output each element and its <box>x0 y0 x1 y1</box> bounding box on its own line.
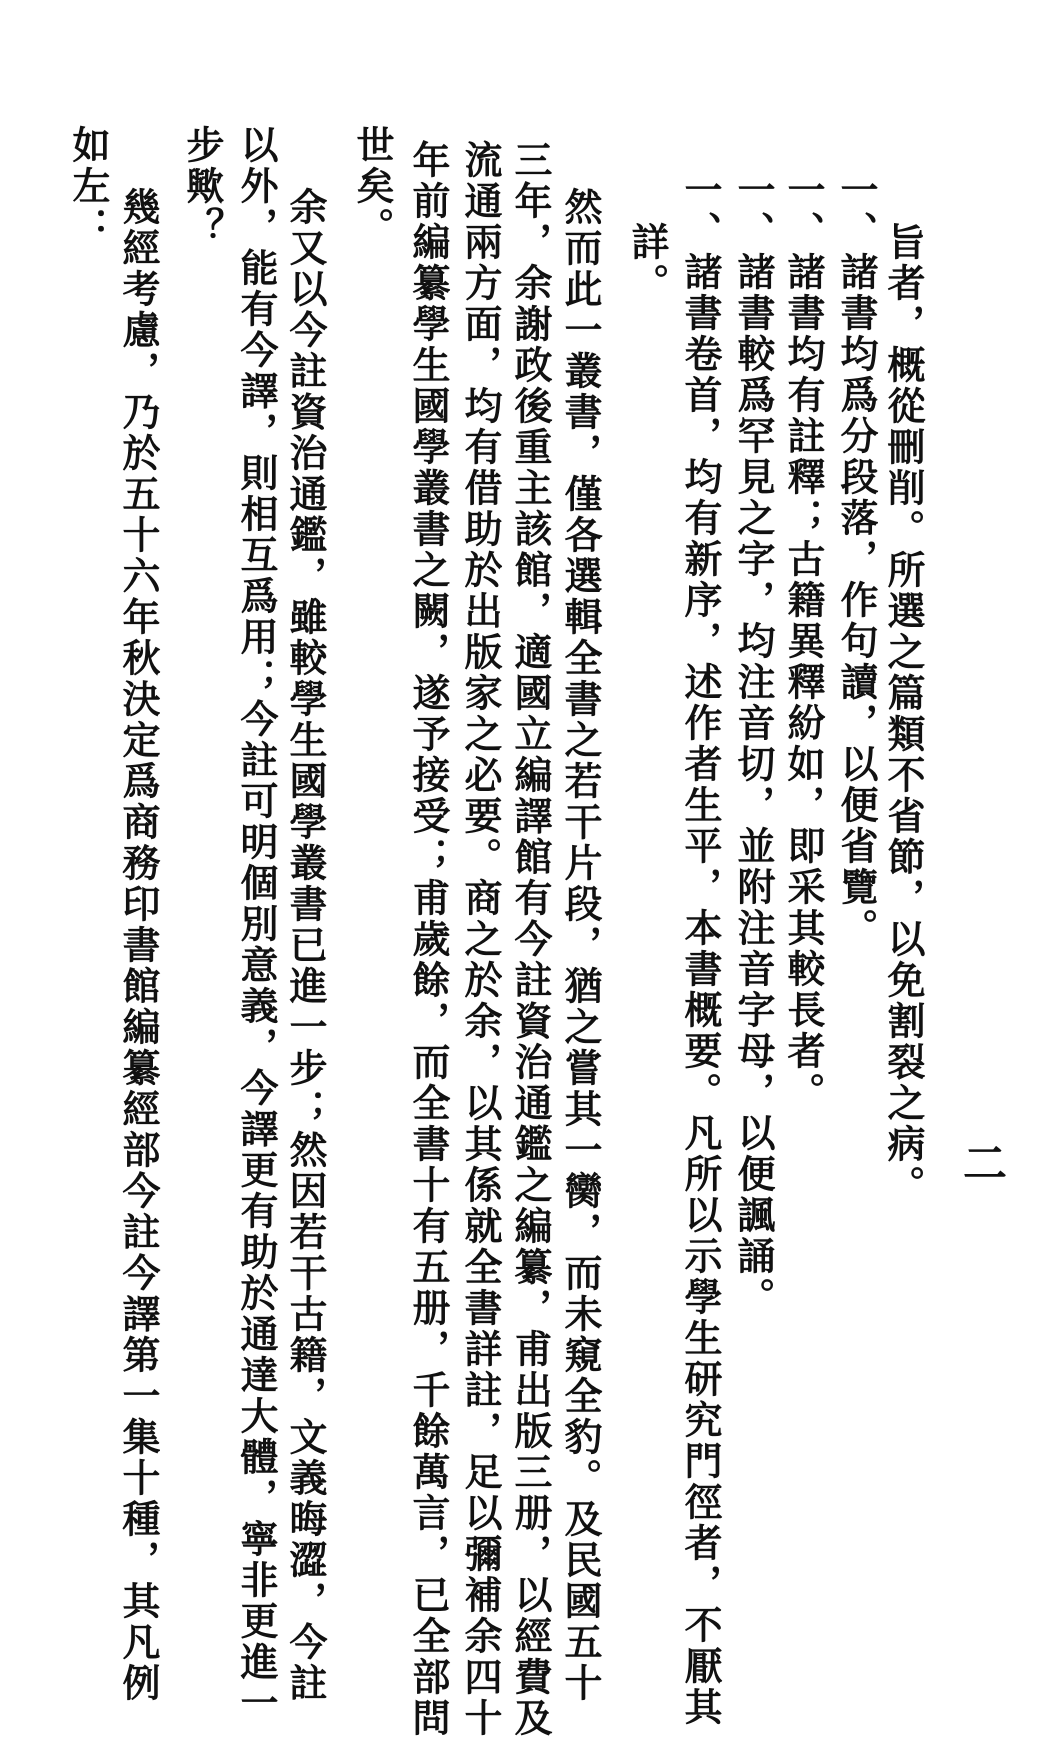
text-column-6: 詳。 <box>625 222 670 304</box>
text-column-5: 一、諸書卷首，均有新序，述作者生平，本書概要。凡所以示學生研究門徑者，不厭其 <box>678 170 723 1728</box>
text-column-1: 旨者，概從刪削。所選之篇類不省節，以免割裂之病。 <box>881 222 926 1206</box>
text-column-14: 步歟？ <box>180 125 225 248</box>
text-column-15: 幾經考慮，乃於五十六年秋決定爲商務印書館編纂經部今註今譯第一集十種，其凡例 <box>116 187 161 1704</box>
text-column-9: 流通兩方面，均有借助於出版家之必要。商之於余，以其係就全書詳註，足以彌補余四十 <box>458 140 503 1739</box>
text-column-10: 年前編纂學生國學叢書之闕，遂予接受；甫歲餘，而全書十有五册，千餘萬言，已全部問 <box>406 140 451 1739</box>
text-column-13: 以外，能有今譯，則相互爲用；今註可明個別意義，今譯更有助於通達大體，寧非更進一 <box>234 125 279 1724</box>
text-column-8: 三年，余謝政後重主該館，適國立編譯館有今註資治通鑑之編纂，甫出版三册，以經費及 <box>508 140 553 1739</box>
text-column-12: 余又以今註資治通鑑，雖較學生國學叢書已進一步；然因若干古籍，文義晦澀，今註 <box>283 187 328 1704</box>
text-column-2: 一、諸書均爲分段落，作句讀，以便省覽。 <box>834 170 879 949</box>
text-column-3: 一、諸書均有註釋；古籍異釋紛如，即采其較長者。 <box>781 170 826 1113</box>
text-column-4: 一、諸書較爲罕見之字，均注音切，並附注音字母，以便諷誦。 <box>731 170 776 1318</box>
text-column-11: 世矣。 <box>350 125 395 248</box>
page-number: 二 <box>955 1140 1006 1184</box>
text-column-16: 如左： <box>66 125 111 248</box>
text-column-7: 然而此一叢書，僅各選輯全書之若干片段，猶之嘗其一臠，而未窺全豹。及民國五十 <box>558 187 603 1704</box>
